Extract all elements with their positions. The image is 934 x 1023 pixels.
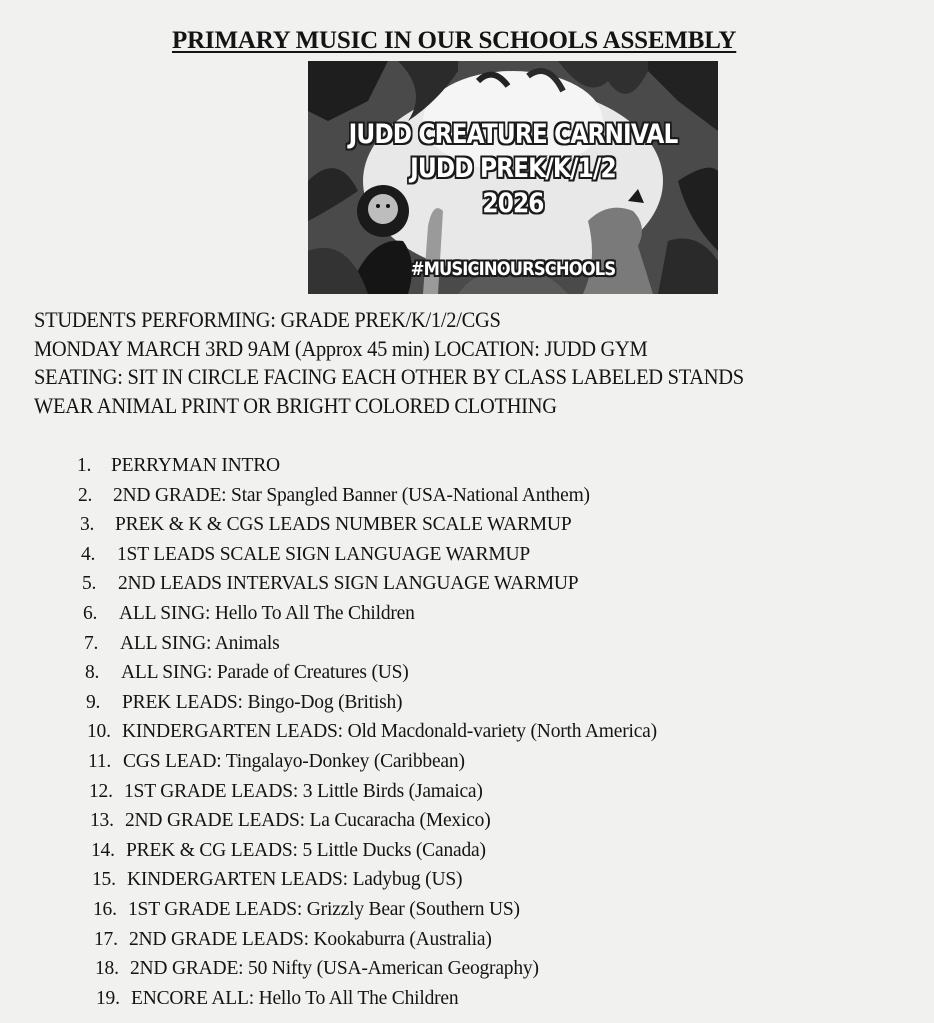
item-text: 1ST LEADS SCALE SIGN LANGUAGE WARMUP: [117, 543, 530, 565]
item-text: PERRYMAN INTRO: [111, 455, 280, 476]
item-number: 13.: [90, 810, 114, 832]
event-info: [34, 306, 797, 420]
item-text: KINDERGARTEN LEADS: Ladybug (US): [127, 869, 463, 891]
item-number: 17.: [94, 928, 118, 950]
item-text: 1ST GRADE LEADS: 3 Little Birds (Jamaica): [124, 780, 483, 802]
item-number: 6.: [83, 602, 98, 624]
program-item: [0, 658, 934, 688]
item-text: ENCORE ALL: Hello To All The Children: [131, 987, 459, 1009]
banner-year: 2026: [482, 188, 544, 219]
banner-line-1: JUDD CREATURE CARNIVAL: [348, 119, 678, 150]
program-item: [0, 747, 934, 777]
date-time-location: MONDAY MARCH 3RD 9AM (Approx 45 min) LOCATION: JUDD GYM: [34, 335, 648, 361]
item-number: 1.: [77, 455, 92, 476]
program-item: [0, 599, 934, 629]
program-item: [0, 954, 934, 984]
item-text: 2ND GRADE: Star Spangled Banner (USA-National Anthem): [113, 484, 590, 506]
item-text: PREK & CG LEADS: 5 Little Ducks (Canada): [126, 839, 486, 861]
page-title: PRIMARY MUSIC IN OUR SCHOOLS ASSEMBLY: [172, 27, 737, 54]
students-performing: STUDENTS PERFORMING: GRADE PREK/K/1/2/CGS: [34, 307, 501, 332]
item-number: 15.: [92, 869, 116, 891]
program-item: [0, 540, 934, 570]
item-number: 9.: [86, 691, 101, 713]
event-banner-image: [308, 61, 718, 294]
item-text: CGS LEAD: Tingalayo-Donkey (Caribbean): [123, 750, 465, 772]
item-text: 2ND GRADE LEADS: La Cucaracha (Mexico): [125, 810, 491, 832]
program-item: [0, 806, 934, 836]
banner-hashtag: #MUSICINOURSCHOOLS: [410, 258, 616, 280]
item-text: 2ND LEADS INTERVALS SIGN LANGUAGE WARMUP: [118, 573, 579, 595]
program-item: [0, 510, 934, 540]
program-item: [0, 984, 934, 1014]
program-item: [0, 717, 934, 747]
item-number: 2.: [78, 484, 93, 506]
program-item: [0, 895, 934, 925]
program-item: [0, 481, 934, 511]
banner-line-2: JUDD PREK/K/1/2: [410, 153, 616, 184]
item-number: 8.: [85, 662, 100, 684]
item-number: 18.: [95, 958, 119, 980]
item-number: 3.: [80, 514, 95, 536]
item-number: 5.: [82, 573, 97, 595]
item-text: ALL SING: Parade of Creatures (US): [121, 662, 409, 684]
item-text: ALL SING: Hello To All The Children: [119, 602, 415, 624]
program-list: [0, 451, 934, 1013]
item-number: 19.: [96, 987, 120, 1009]
item-text: PREK LEADS: Bingo-Dog (British): [122, 691, 403, 713]
item-number: 14.: [91, 839, 115, 861]
program-item: [0, 865, 934, 895]
item-text: ALL SING: Animals: [120, 632, 280, 654]
item-number: 12.: [89, 780, 113, 802]
item-number: 16.: [93, 898, 117, 920]
attire-instructions: WEAR ANIMAL PRINT OR BRIGHT COLORED CLOTHING: [34, 392, 557, 418]
item-number: 4.: [81, 543, 96, 565]
item-text: KINDERGARTEN LEADS: Old Macdonald-variety (North America): [122, 721, 657, 743]
item-text: 1ST GRADE LEADS: Grizzly Bear (Southern US): [128, 898, 520, 920]
item-text: 2ND GRADE LEADS: Kookaburra (Australia): [129, 928, 492, 950]
program-item: [0, 925, 934, 955]
seating-instructions: SEATING: SIT IN CIRCLE FACING EACH OTHER BY CLASS LABELED STANDS: [34, 364, 744, 389]
item-number: 11.: [88, 750, 112, 772]
program-item: [0, 777, 934, 807]
program-item: [0, 451, 934, 481]
program-item: [0, 836, 934, 866]
item-text: PREK & K & CGS LEADS NUMBER SCALE WARMUP: [115, 514, 572, 536]
item-number: 7.: [84, 632, 99, 654]
item-number: 10.: [87, 721, 111, 743]
program-item: [0, 688, 934, 718]
program-item: [0, 569, 934, 599]
program-item: [0, 629, 934, 659]
item-text: 2ND GRADE: 50 Nifty (USA-American Geography): [130, 958, 539, 980]
